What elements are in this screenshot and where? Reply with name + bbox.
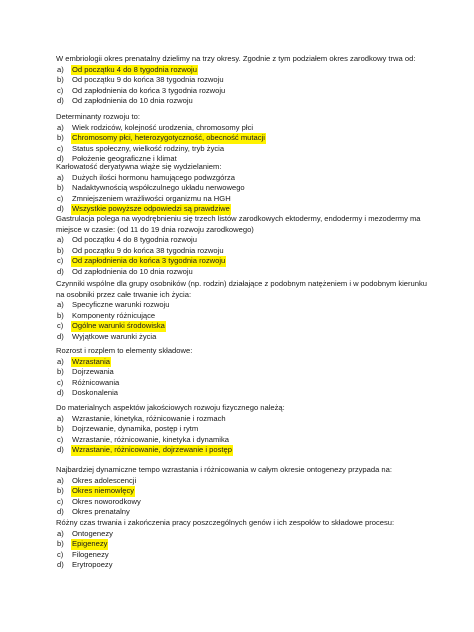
option-c <box>56 435 428 446</box>
question-7 <box>56 403 428 456</box>
question-5 <box>56 279 428 342</box>
option-text: Od początku 9 do końca 38 tygodnia rozwoju <box>72 245 224 255</box>
option-a <box>56 357 428 368</box>
option-text: Wszystkie powyższe odpowiedzi są prawdziwe <box>72 204 230 213</box>
option-text: Od zapłodnienia do końca 3 tygodnia rozwoju <box>72 85 226 95</box>
option-text: Od początku 4 do 8 tygodnia rozwoju <box>72 235 197 244</box>
option-d <box>56 445 428 456</box>
option-d <box>56 204 428 215</box>
option-text: Od zapłodnienia do końca 3 tygodnia rozwoju <box>72 256 226 265</box>
question-stem: Karłowatość deryatywna wiąże się wydzielaniem: <box>56 162 222 171</box>
option-letter: b) <box>57 183 64 192</box>
option-b <box>56 367 428 378</box>
option-d <box>56 96 428 107</box>
option-d <box>56 332 428 343</box>
option-letter: d) <box>57 507 64 516</box>
option-text: Okres adolescencji <box>72 475 137 485</box>
option-letter: d) <box>57 96 64 105</box>
option-text: Ogólne warunki środowiska <box>72 321 165 330</box>
option-text: Od zapłodnienia do 10 dnia rozwoju <box>72 96 193 105</box>
question-stem: Gastrulacja polega na wyodrębnieniu się trzech listów zarodkowych ektodermy, endodermy i mezodermy ma miejsce w czasie: (od 11 do 19 dnia rozwoju zarodkowego) <box>56 214 421 234</box>
option-text: Dużych ilości hormonu hamującego podwzgórza <box>72 172 235 182</box>
option-c <box>56 86 428 97</box>
option-b <box>56 183 428 194</box>
option-letter: d) <box>57 204 64 213</box>
option-c <box>56 256 428 267</box>
question-4 <box>56 214 428 277</box>
option-letter: d) <box>57 331 64 341</box>
option-d <box>56 560 428 571</box>
question-stem: Najbardziej dynamiczne tempo wzrastania i różnicowania w całym okresie ontogenezy przypada na: <box>56 465 392 474</box>
option-a <box>56 235 428 246</box>
option-letter: c) <box>57 377 64 387</box>
option-text: Wzrastanie, kinetyka, różnicowanie i rozmach <box>72 413 226 423</box>
option-b <box>56 539 428 550</box>
option-text: Okres prenatalny <box>72 507 130 516</box>
option-text: Ontogenezy <box>72 528 113 538</box>
question-stem: Do materialnych aspektów jakościowych rozwoju fizycznego należą: <box>56 403 285 412</box>
question-6 <box>56 346 428 399</box>
option-letter: c) <box>57 549 64 559</box>
option-letter: b) <box>57 245 64 255</box>
option-letter: c) <box>57 143 64 153</box>
option-text: Od początku 4 do 8 tygodnia rozwoju <box>72 64 197 74</box>
option-letter: b) <box>57 75 64 84</box>
option-text: Od zapłodnienia do 10 dnia rozwoju <box>72 266 193 276</box>
option-c <box>56 378 428 389</box>
option-text: Doskonalenia <box>72 388 119 397</box>
option-a <box>56 300 428 311</box>
option-letter: c) <box>57 193 64 203</box>
option-letter: a) <box>57 413 64 423</box>
question-stem: W embriologii okres prenatalny dzielimy na trzy okresy. Zgodnie z tym podziałem okres zarodkowy trwa od: <box>56 54 416 63</box>
option-b <box>56 486 428 497</box>
option-text: Różnicowania <box>72 377 120 387</box>
option-text: Dojrzewania <box>72 367 114 376</box>
question-2 <box>56 112 428 165</box>
question-8 <box>56 465 428 518</box>
option-letter: a) <box>57 64 64 74</box>
option-b <box>56 311 428 322</box>
option-letter: d) <box>57 445 64 454</box>
option-letter: a) <box>57 122 64 132</box>
option-letter: c) <box>57 321 64 330</box>
option-text: Nadaktywnością współczulnego układu nerwowego <box>72 183 245 192</box>
question-stem: Różny czas trwania i zakończenia pracy poszczególnych genów i ich zespołów to składowe procesu: <box>56 518 395 527</box>
option-a <box>56 123 428 134</box>
option-letter: d) <box>57 388 64 397</box>
option-b <box>56 424 428 435</box>
option-letter: b) <box>57 424 64 433</box>
option-d <box>56 388 428 399</box>
option-letter: b) <box>57 310 64 320</box>
option-text: Dojrzewanie, dynamika, postęp i rytm <box>72 424 199 433</box>
question-stem: Czynniki wspólne dla grupy osobników (np. rodzin) działające z podobnym natężeniem i w podobnym kierunku na osobniki przez całe trwanie ich życia: <box>56 279 428 299</box>
option-letter: c) <box>57 434 64 444</box>
option-b <box>56 75 428 86</box>
option-letter: d) <box>57 266 64 276</box>
question-1 <box>56 54 428 107</box>
option-text: Zmniejszeniem wrażliwości organizmu na HGH <box>72 193 231 203</box>
option-a <box>56 65 428 76</box>
option-d <box>56 507 428 518</box>
option-letter: d) <box>57 154 64 163</box>
option-text: Komponenty różnicujące <box>72 310 156 320</box>
option-text: Specyficzne warunki rozwoju <box>72 300 170 309</box>
option-d <box>56 267 428 278</box>
option-text: Epigenezy <box>72 539 108 548</box>
option-text: Okres noworodkowy <box>72 496 141 506</box>
option-text: Wyjątkowe warunki życia <box>72 331 157 341</box>
option-letter: a) <box>57 528 64 538</box>
option-letter: b) <box>57 367 64 376</box>
option-b <box>56 133 428 144</box>
option-c <box>56 144 428 155</box>
option-letter: b) <box>57 539 64 548</box>
option-letter: a) <box>57 235 64 244</box>
option-a <box>56 173 428 184</box>
option-letter: b) <box>57 486 64 495</box>
option-text: Wzrastanie, różnicowanie, kinetyka i dynamika <box>72 434 230 444</box>
option-c <box>56 550 428 561</box>
question-stem: Determinanty rozwoju to: <box>56 112 140 121</box>
option-c <box>56 194 428 205</box>
option-letter: a) <box>57 300 64 309</box>
option-text: Okres niemowlęcy <box>72 486 135 495</box>
option-text: Od początku 9 do końca 38 tygodnia rozwoju <box>72 75 224 84</box>
option-text: Wzrastania <box>72 356 110 366</box>
option-letter: c) <box>57 496 64 506</box>
option-letter: c) <box>57 256 64 265</box>
option-c <box>56 497 428 508</box>
option-b <box>56 246 428 257</box>
question-9 <box>56 518 428 571</box>
option-text: Położenie geograficzne i klimat <box>72 154 177 163</box>
option-letter: d) <box>57 560 64 569</box>
option-text: Erytropoezy <box>72 560 113 569</box>
option-letter: a) <box>57 356 64 366</box>
option-c <box>56 321 428 332</box>
option-letter: a) <box>57 475 64 485</box>
option-text: Wzrastanie, różnicowanie, dojrzewanie i postęp <box>72 445 232 454</box>
option-letter: a) <box>57 172 64 182</box>
option-a <box>56 529 428 540</box>
option-a <box>56 476 428 487</box>
option-letter: b) <box>57 133 64 142</box>
question-3 <box>56 162 428 215</box>
option-a <box>56 414 428 425</box>
option-letter: c) <box>57 85 64 95</box>
option-text: Wiek rodziców, kolejność urodzenia, chromosomy płci <box>72 122 254 132</box>
option-text: Filogenezy <box>72 549 109 559</box>
question-stem: Rozrost i rozplem to elementy składowe: <box>56 346 193 355</box>
option-text: Chromosomy płci, heterozygotyczność, obecność mutacji <box>72 133 265 142</box>
option-text: Status społeczny, wielkość rodziny, tryb życia <box>72 143 225 153</box>
